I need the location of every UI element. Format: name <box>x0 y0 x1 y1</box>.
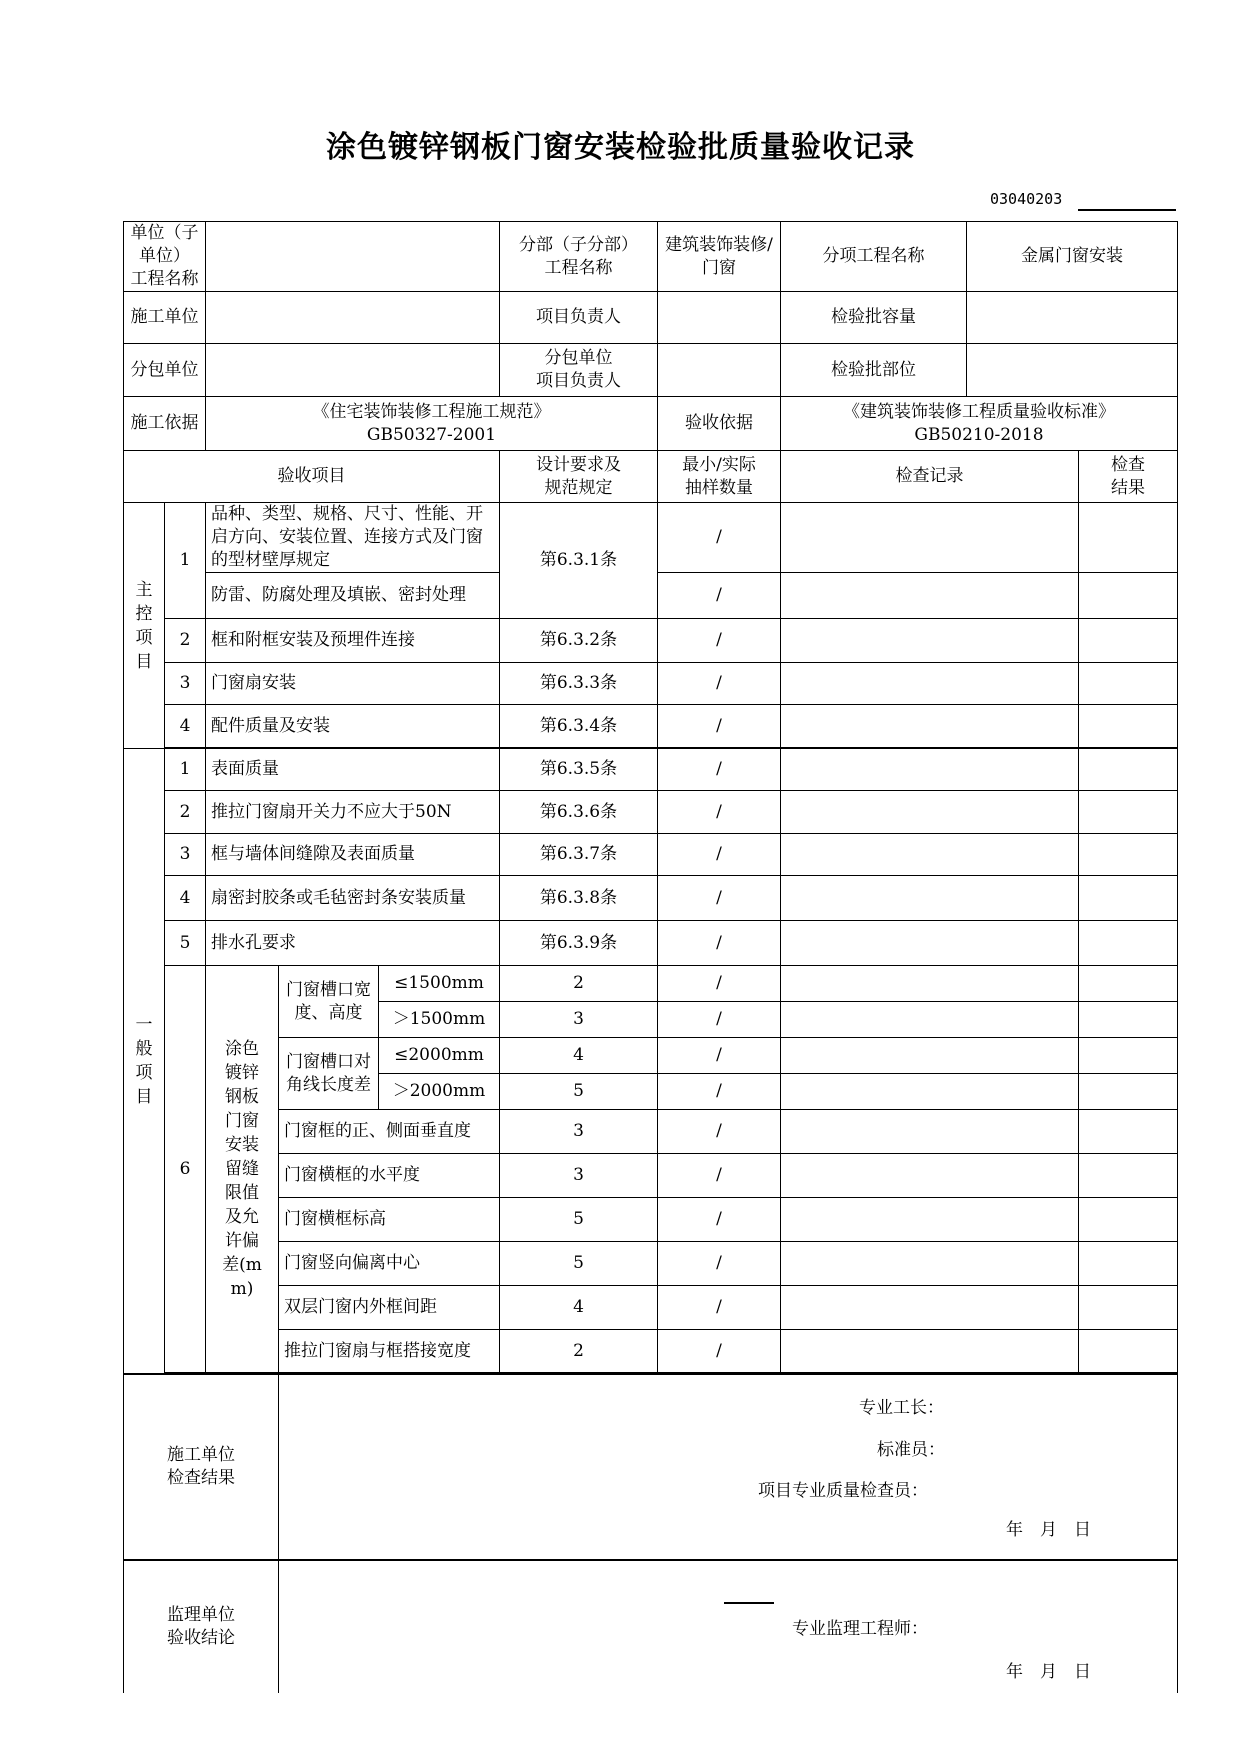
item-result[interactable] <box>1079 876 1178 921</box>
item-sample[interactable]: / <box>658 573 781 619</box>
col-design-requirement: 设计要求及 规范规定 <box>500 451 658 503</box>
project-manager-label: 项目负责人 <box>500 292 658 344</box>
col-check-result: 检查 结果 <box>1079 451 1178 503</box>
item-record[interactable] <box>781 1038 1079 1074</box>
project-name-field[interactable] <box>206 222 500 292</box>
item-record[interactable] <box>781 1110 1079 1154</box>
item-record[interactable] <box>781 1154 1079 1198</box>
item-result[interactable] <box>1079 834 1178 876</box>
item-text: 框和附框安装及预埋件连接 <box>206 619 500 663</box>
item-clause: 第6.3.9条 <box>500 921 658 966</box>
construction-basis-label: 施工依据 <box>124 397 206 451</box>
item-sample[interactable]: / <box>658 503 781 573</box>
supervisor-conclusion-label: 监理单位 验收结论 <box>124 1560 279 1693</box>
item-result[interactable] <box>1079 1002 1178 1038</box>
sub-pm-label: 分包单位 项目负责人 <box>500 344 658 397</box>
item-result[interactable] <box>1079 1286 1178 1330</box>
item-result[interactable] <box>1079 1330 1178 1373</box>
item-result[interactable] <box>1079 966 1178 1002</box>
tolerance-value: 3 <box>500 1110 658 1154</box>
item-number: 4 <box>165 876 206 921</box>
batch-position-field[interactable] <box>967 344 1178 397</box>
item-text: 门窗扇安装 <box>206 663 500 705</box>
tolerance-item: 门窗框的正、侧面垂直度 <box>279 1110 500 1154</box>
tolerance-value: 4 <box>500 1038 658 1074</box>
item-clause: 第6.3.7条 <box>500 834 658 876</box>
form-code: 03040203 <box>990 190 1063 208</box>
item-result[interactable] <box>1079 619 1178 663</box>
tolerance-group-label: 门窗槽口对角线长度差 <box>279 1038 379 1110</box>
item-text: 表面质量 <box>206 749 500 791</box>
batch-capacity-label: 检验批容量 <box>781 292 967 344</box>
item-clause: 第6.3.2条 <box>500 619 658 663</box>
item-record[interactable] <box>781 1330 1079 1373</box>
item-number: 2 <box>165 619 206 663</box>
tolerance-value: 5 <box>500 1198 658 1242</box>
tolerance-item: 门窗横框的水平度 <box>279 1154 500 1198</box>
item-sample[interactable]: / <box>658 1198 781 1242</box>
item-sample[interactable]: / <box>658 1154 781 1198</box>
item-result[interactable] <box>1079 1074 1178 1110</box>
tolerance-value: 5 <box>500 1242 658 1286</box>
item-sample[interactable]: / <box>658 1242 781 1286</box>
item-text: 框与墙体间缝隙及表面质量 <box>206 834 500 876</box>
tolerance-limit: ＞1500mm <box>379 1002 500 1038</box>
acceptance-basis-value[interactable]: 《建筑装饰装修工程质量验收标准》 GB50210-2018 <box>781 397 1178 451</box>
signature-dash <box>724 1602 774 1604</box>
item-number: 5 <box>165 921 206 966</box>
item-record[interactable] <box>781 834 1079 876</box>
date-label: 年 月 日 <box>1006 1520 1091 1540</box>
page-title: 涂色镀锌钢板门窗安装检验批质量验收记录 <box>326 130 915 165</box>
item-record[interactable] <box>781 705 1079 748</box>
item-sample[interactable]: / <box>658 1038 781 1074</box>
item-result[interactable] <box>1079 573 1178 619</box>
item-record[interactable] <box>781 1286 1079 1330</box>
item-sample[interactable]: / <box>658 966 781 1002</box>
item-sample[interactable]: / <box>658 876 781 921</box>
supervising-engineer-label: 专业监理工程师： <box>792 1619 928 1639</box>
constructor-check-label: 施工单位 检查结果 <box>124 1374 279 1560</box>
construction-basis-value[interactable]: 《住宅装饰装修工程施工规范》 GB50327-2001 <box>206 397 658 451</box>
division-name-label: 分部（子分部） 工程名称 <box>500 222 658 292</box>
subcontractor-label: 分包单位 <box>124 344 206 397</box>
foreman-label: 专业工长： <box>859 1398 944 1418</box>
item-result[interactable] <box>1079 921 1178 966</box>
batch-position-label: 检验批部位 <box>781 344 967 397</box>
tolerance-item: 推拉门窗扇与框搭接宽度 <box>279 1330 500 1373</box>
item-result[interactable] <box>1079 705 1178 748</box>
main-items-label: 主控项目 <box>124 503 165 749</box>
item-clause: 第6.3.1条 <box>500 503 658 619</box>
item-result[interactable] <box>1079 791 1178 834</box>
item-sample[interactable]: / <box>658 1002 781 1038</box>
item-sample[interactable]: / <box>658 749 781 791</box>
tolerance-value: 2 <box>500 1330 658 1373</box>
tolerance-group-label: 门窗槽口宽度、高度 <box>279 966 379 1038</box>
item-sample[interactable]: / <box>658 1074 781 1110</box>
tolerance-category-label: 涂色镀锌钢板门窗安装留缝限值及允许偏差(mm) <box>206 966 279 1373</box>
item-record[interactable] <box>781 921 1079 966</box>
tolerance-value: 2 <box>500 966 658 1002</box>
project-name-label: 单位（子单位） 工程名称 <box>124 222 206 292</box>
item-text: 品种、类型、规格、尺寸、性能、开启方向、安装位置、连接方式及门窗的型材壁厚规定 <box>206 503 500 573</box>
tolerance-item: 门窗横框标高 <box>279 1198 500 1242</box>
item-number: 1 <box>165 503 206 619</box>
constructor-field[interactable] <box>206 292 500 344</box>
division-name-value[interactable]: 建筑装饰装修/ 门窗 <box>658 222 781 292</box>
item-record[interactable] <box>781 503 1079 573</box>
item-text: 配件质量及安装 <box>206 705 500 748</box>
item-record[interactable] <box>781 663 1079 705</box>
item-number: 3 <box>165 663 206 705</box>
item-result[interactable] <box>1079 1154 1178 1198</box>
item-result[interactable] <box>1079 663 1178 705</box>
item-clause: 第6.3.6条 <box>500 791 658 834</box>
item-record[interactable] <box>781 876 1079 921</box>
tolerance-limit: ≤1500mm <box>379 966 500 1002</box>
item-clause: 第6.3.4条 <box>500 705 658 748</box>
tolerance-value: 3 <box>500 1154 658 1198</box>
item-sample[interactable]: / <box>658 1286 781 1330</box>
item-number: 3 <box>165 834 206 876</box>
item-clause: 第6.3.3条 <box>500 663 658 705</box>
tolerance-item: 双层门窗内外框间距 <box>279 1286 500 1330</box>
item-result[interactable] <box>1079 749 1178 791</box>
item-record[interactable] <box>781 966 1079 1002</box>
item-result[interactable] <box>1079 1242 1178 1286</box>
item-record[interactable] <box>781 573 1079 619</box>
item-sample[interactable]: / <box>658 791 781 834</box>
item-sample[interactable]: / <box>658 705 781 748</box>
tolerance-value: 3 <box>500 1002 658 1038</box>
item-record[interactable] <box>781 1198 1079 1242</box>
item-record[interactable] <box>781 1242 1079 1286</box>
col-check-record: 检查记录 <box>781 451 1079 503</box>
item-text: 扇密封胶条或毛毡密封条安装质量 <box>206 876 500 921</box>
item-number: 6 <box>165 966 206 1373</box>
col-sample-count: 最小/实际 抽样数量 <box>658 451 781 503</box>
quality-inspector-label: 项目专业质量检查员： <box>758 1481 928 1501</box>
inspection-form-table <box>123 221 1178 1693</box>
subcontractor-field[interactable] <box>206 344 500 397</box>
tolerance-item: 门窗竖向偏离中心 <box>279 1242 500 1286</box>
item-result[interactable] <box>1079 1198 1178 1242</box>
item-record[interactable] <box>781 1074 1079 1110</box>
item-sample[interactable]: / <box>658 921 781 966</box>
item-result[interactable] <box>1079 1038 1178 1074</box>
batch-capacity-field[interactable] <box>967 292 1178 344</box>
item-sample[interactable]: / <box>658 1110 781 1154</box>
subitem-name-value[interactable]: 金属门窗安装 <box>967 222 1178 292</box>
supervisor-conclusion-area[interactable] <box>279 1560 1178 1693</box>
item-record[interactable] <box>781 791 1079 834</box>
item-record[interactable] <box>781 619 1079 663</box>
code-underline <box>1078 209 1176 211</box>
subitem-name-label: 分项工程名称 <box>781 222 967 292</box>
item-result[interactable] <box>1079 1110 1178 1154</box>
sub-pm-field[interactable] <box>658 344 781 397</box>
item-text: 排水孔要求 <box>206 921 500 966</box>
item-result[interactable] <box>1079 503 1178 573</box>
item-sample[interactable]: / <box>658 834 781 876</box>
item-number: 4 <box>165 705 206 748</box>
acceptance-basis-label: 验收依据 <box>658 397 781 451</box>
item-number: 2 <box>165 791 206 834</box>
item-text: 推拉门窗扇开关力不应大于50N <box>206 791 500 834</box>
item-sample[interactable]: / <box>658 663 781 705</box>
date-label: 年 月 日 <box>1006 1662 1091 1682</box>
item-sample[interactable]: / <box>658 619 781 663</box>
col-acceptance-item: 验收项目 <box>124 451 500 503</box>
tolerance-value: 4 <box>500 1286 658 1330</box>
project-manager-field[interactable] <box>658 292 781 344</box>
item-record[interactable] <box>781 749 1079 791</box>
item-record[interactable] <box>781 1002 1079 1038</box>
tolerance-limit: ≤2000mm <box>379 1038 500 1074</box>
item-number: 1 <box>165 749 206 791</box>
item-clause: 第6.3.5条 <box>500 749 658 791</box>
constructor-label: 施工单位 <box>124 292 206 344</box>
item-clause: 第6.3.8条 <box>500 876 658 921</box>
tolerance-limit: ＞2000mm <box>379 1074 500 1110</box>
tolerance-value: 5 <box>500 1074 658 1110</box>
standard-officer-label: 标准员： <box>877 1440 945 1460</box>
general-items-label: 一般项目 <box>124 749 165 1375</box>
item-sample[interactable]: / <box>658 1330 781 1373</box>
constructor-check-area[interactable] <box>279 1374 1178 1560</box>
item-text: 防雷、防腐处理及填嵌、密封处理 <box>206 573 500 619</box>
